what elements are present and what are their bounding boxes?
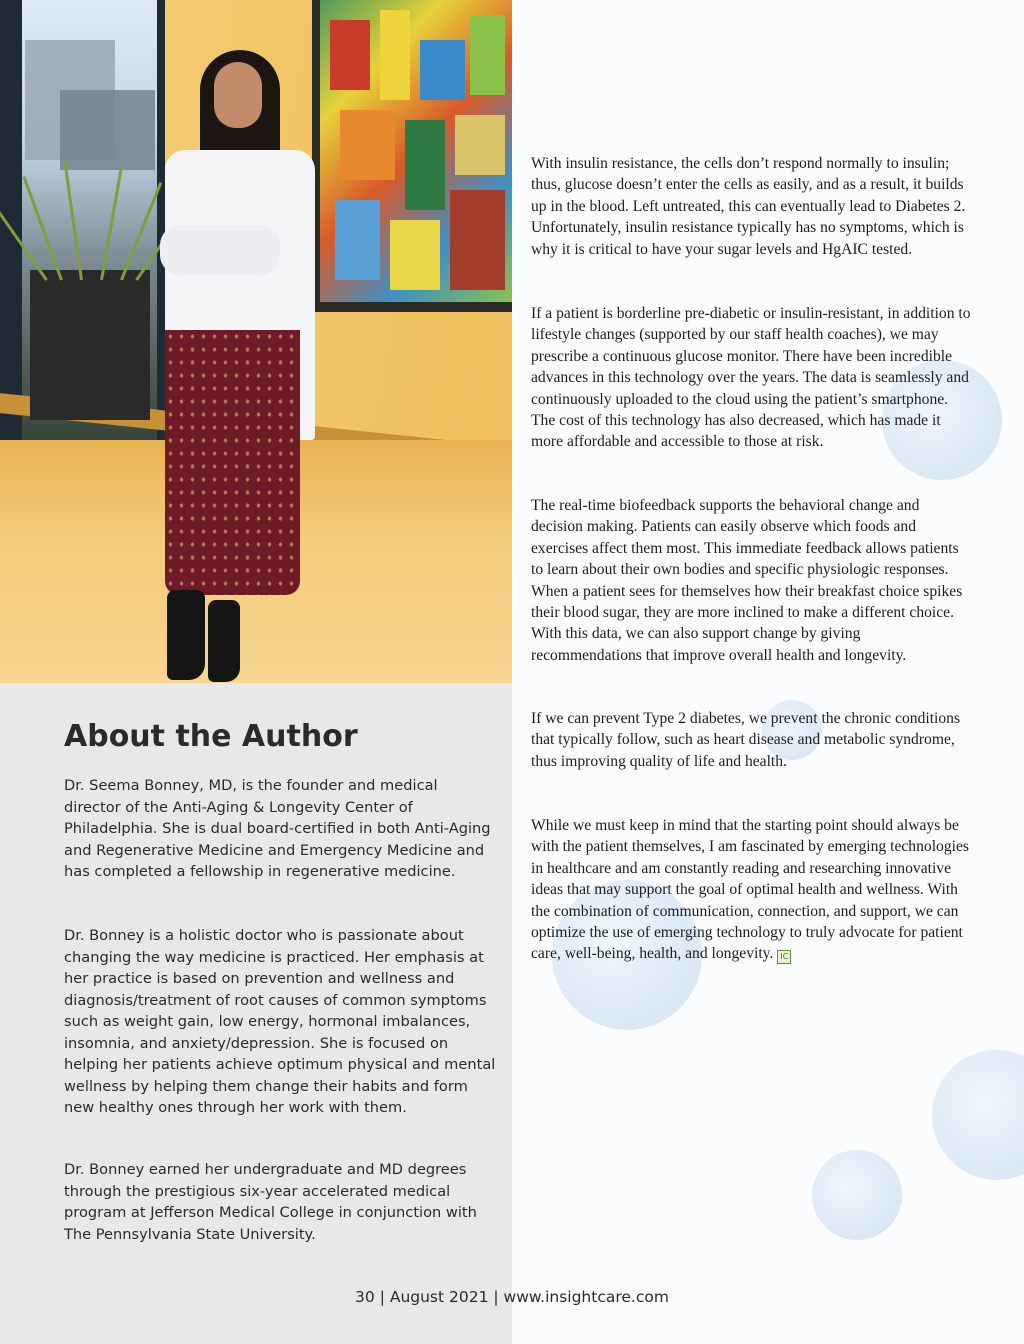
person-boot: [167, 590, 205, 680]
about-title: About the Author: [64, 719, 358, 754]
article-paragraph: If we can prevent Type 2 diabetes, we prevent the chronic conditions that typically follow, such as heart disease and metabolic syndrome, thus improving quality of life and health.: [531, 710, 961, 770]
author-photo: [0, 0, 512, 683]
issue-date: August 2021: [389, 1288, 489, 1306]
article-paragraph: [531, 815, 971, 965]
abstract-painting: [320, 0, 512, 302]
person-arms: [160, 225, 280, 275]
about-paragraph: Dr. Bonney is a holistic doctor who is passionate about changing the way medicine is practiced. Her emphasis at her practice is based on prevention and wellness and diagnosis/treatment of root causes of common symptoms such as weight gain, low energy, hormonal imbalances, insomnia, and anxiety/depression. She is focused on helping her patients achieve optimum physical and mental wellness by helping them change their habits and form new healthy ones through her work with them.: [64, 927, 496, 1116]
article-paragraph: If a patient is borderline pre-diabetic or insulin-resistant, in addition to lifestyle changes (supported by our staff health coaches), we may prescribe a continuous glucose monitor. There have been incredible advances in this technology over the years. The data is seamlessly and continuously uploaded to the cloud using the patient’s smartphone. The cost of this technology has also decreased, which has made it more affordable and accessible to those at risk.: [531, 305, 971, 451]
window-building: [60, 90, 155, 170]
virus-decoration: [932, 1050, 1024, 1180]
person-face: [214, 62, 262, 128]
virus-decoration: [812, 1150, 902, 1240]
about-paragraph: Dr. Bonney earned her undergraduate and MD degrees through the prestigious six-year accelerated medical program at Jefferson Medical College in conjunction with The Pennsylvania State University.: [64, 1161, 477, 1243]
end-mark-icon: IC: [777, 950, 791, 964]
article-paragraph: With insulin resistance, the cells don’t respond normally to insulin; thus, glucose doesn’t enter the cells as easily, and as a result, it builds up in the blood. Left untreated, this can eventually lead to Diabetes 2. Unfortunately, insulin resistance typically has no symptoms, which is why it is critical to have your sugar levels and HgAIC tested.: [531, 155, 966, 258]
article-paragraph-text: While we must keep in mind that the starting point should always be with the patient themselves, I am fascinated by emerging technologies in healthcare and am constantly reading and researching innovative ideas that may support the goal of optimal health and wellness. With the combination of communication, connection, and support, we can optimize the use of emerging technology to truly advocate for patient care, well-being, health, and longevity.: [531, 817, 969, 963]
footer-separator: |: [374, 1288, 390, 1306]
planter: [30, 270, 150, 420]
page-footer: [0, 1288, 1024, 1306]
dress-pattern: [165, 330, 300, 595]
article-paragraph: The real-time biofeedback supports the behavioral change and decision making. Patients can easily observe which foods and exercises affect them most. This immediate feedback allows patients to learn about their own bodies and specific physiologic responses. When a patient sees for themselves how their breakfast choice spikes their blood sugar, they are more inclined to make a different choice. With this data, we can also support change by giving recommendations that improve overall health and longevity.: [531, 497, 963, 664]
footer-separator: |: [488, 1288, 504, 1306]
about-paragraph: Dr. Seema Bonney, MD, is the founder and medical director of the Anti-Aging & Longevity Center of Philadelphia. She is dual board-certified in both Anti-Aging and Regenerative Medicine and Emergency Medicine and has completed a fellowship in regenerative medicine.: [64, 777, 491, 880]
page-number: 30: [355, 1288, 375, 1306]
website-link[interactable]: www.insightcare.com: [503, 1288, 669, 1306]
person-boot: [208, 600, 240, 682]
